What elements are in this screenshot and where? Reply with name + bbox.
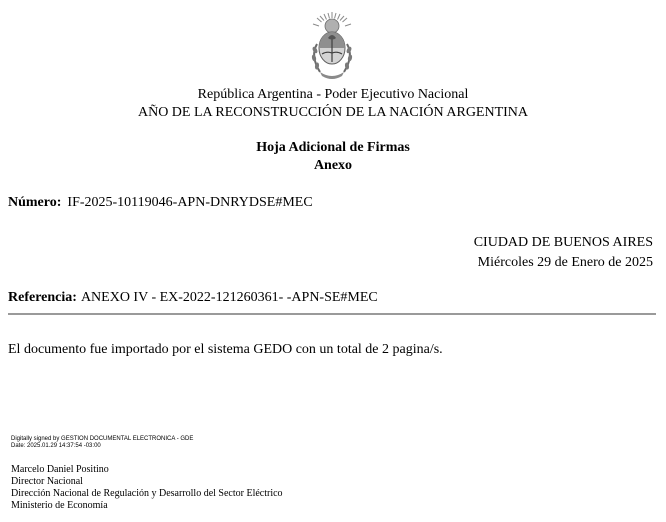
signer-ministry: Ministerio de Economía: [11, 500, 108, 511]
divider: [8, 313, 656, 315]
header-year-motto: AÑO DE LA RECONSTRUCCIÓN DE LA NACIÓN ARGENTINA: [137, 105, 529, 120]
document-title: Hoja Adicional de Firmas: [256, 140, 410, 155]
document-reference: [8, 289, 378, 306]
document-number-value: IF-2025-10119046-APN-DNRYDSE#MEC: [67, 195, 313, 210]
document-subtitle: Anexo: [313, 158, 353, 173]
coat-of-arms-icon: [302, 10, 362, 84]
signer-role: Director Nacional: [11, 476, 83, 487]
digital-signature-signed-by: Digitally signed by GESTION DOCUMENTAL ELECTRONICA - GDE: [11, 436, 194, 442]
document-place: CIUDAD DE BUENOS AIRES: [473, 235, 653, 250]
document-reference-value: ANEXO IV - EX-2022-121260361- -APN-SE#MEC: [80, 290, 378, 305]
signer-office: Dirección Nacional de Regulación y Desarrollo del Sector Eléctrico: [11, 488, 283, 499]
document-reference-label: Referencia:: [8, 290, 77, 305]
signer-block: [11, 464, 283, 512]
header-government: República Argentina - Poder Ejecutivo Nacional: [197, 87, 469, 102]
digital-signature-date: Date: 2025.01.29 14:37:54 -03:00: [11, 443, 101, 449]
document-number: [8, 194, 313, 211]
digital-signature-stamp: [11, 436, 193, 450]
document-number-label: Número:: [8, 195, 62, 210]
signer-name: Marcelo Daniel Positino: [11, 464, 109, 475]
document-date: Miércoles 29 de Enero de 2025: [477, 255, 653, 270]
document-body: El documento fue importado por el sistema GEDO con un total de 2 pagina/s.: [8, 342, 443, 357]
